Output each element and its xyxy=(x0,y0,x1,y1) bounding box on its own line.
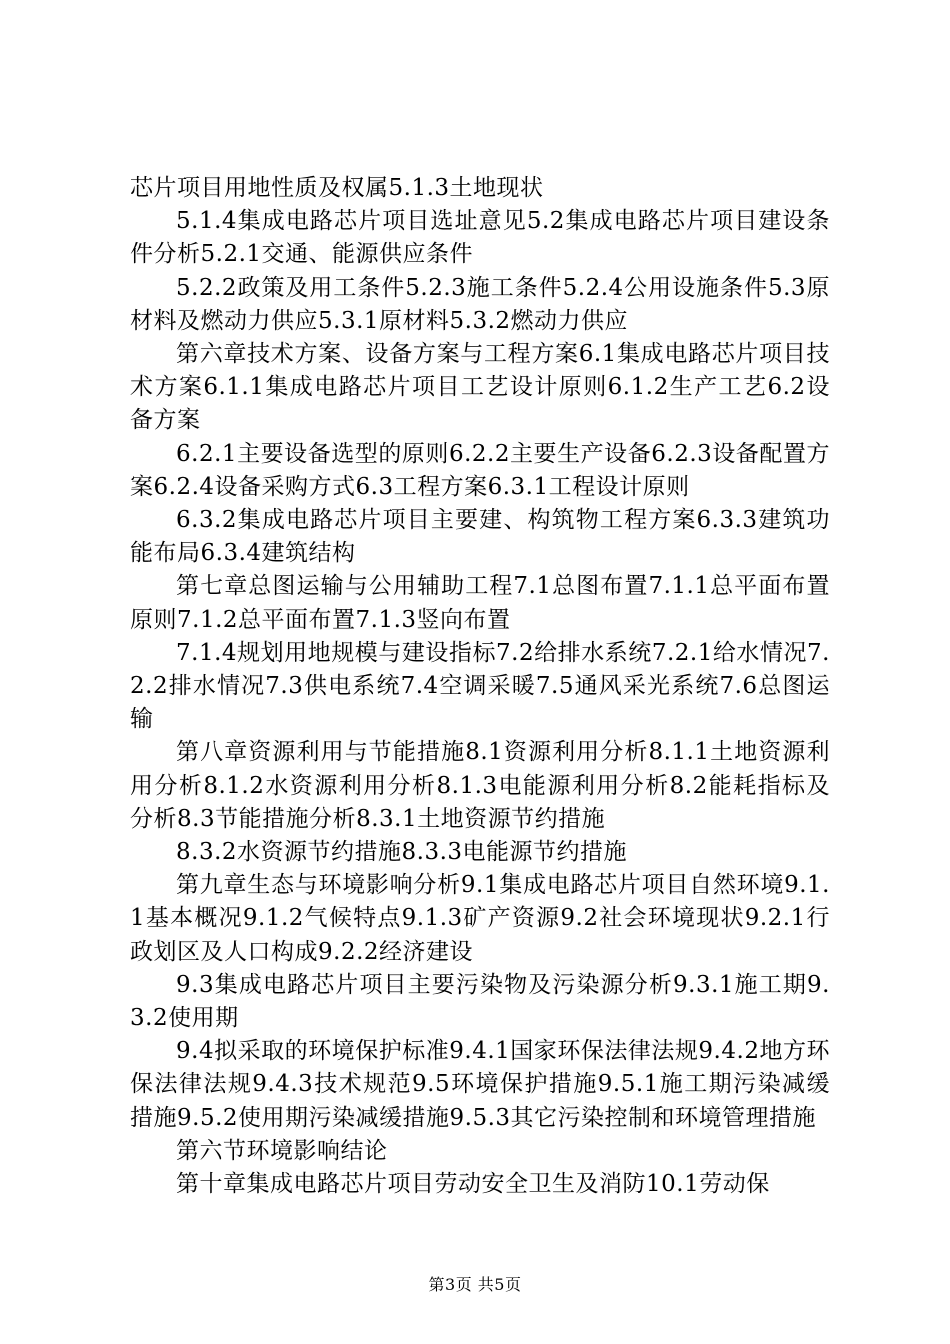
paragraph-13: 9.4拟采取的环境保护标准9.4.1国家环保法律法规9.4.2地方环保法律法规9.4.3技术规范9.5环境保护措施9.5.1施工期污染减缓措施9.5.2使用期污染减缓措施9.5.3其它污染控制和环境管理措施 xyxy=(130,1038,830,1131)
paragraph-10: 8.3.2水资源节约措施8.3.3电能源节约措施 xyxy=(176,839,628,866)
paragraph-7: 第七章总图运输与公用辅助工程7.1总图布置7.1.1总平面布置原则7.1.2总平面布置7.1.3竖向布置 xyxy=(130,573,830,633)
paragraph-5: 6.2.1主要设备选型的原则6.2.2主要生产设备6.2.3设备配置方案6.2.4设备采购方式6.3工程方案6.3.1工程设计原则 xyxy=(130,440,830,500)
paragraph-2: 5.1.4集成电路芯片项目选址意见5.2集成电路芯片项目建设条件分析5.2.1交通、能源供应条件 xyxy=(130,208,830,268)
paragraph-9: 第八章资源利用与节能措施8.1资源利用分析8.1.1土地资源利用分析8.1.2水资源利用分析8.1.3电能源利用分析8.2能耗指标及分析8.3节能措施分析8.3.1土地资源节约措施 xyxy=(130,739,830,832)
paragraph-15: 第十章集成电路芯片项目劳动安全卫生及消防10.1劳动保 xyxy=(176,1171,770,1198)
page-footer: 第3页 共5页 xyxy=(428,1275,522,1294)
paragraph-12: 9.3集成电路芯片项目主要污染物及污染源分析9.3.1施工期9.3.2使用期 xyxy=(130,971,830,1032)
paragraph-14: 第六节环境影响结论 xyxy=(176,1137,388,1164)
paragraph-8: 7.1.4规划用地规模与建设指标7.2给排水系统7.2.1给水情况7.2.2排水情况7.3供电系统7.4空调采暖7.5通风采光系统7.6总图运输 xyxy=(130,639,830,733)
paragraph-11: 第九章生态与环境影响分析9.1集成电路芯片项目自然环境9.1.1基本概况9.1.2气候特点9.1.3矿产资源9.2社会环境现状9.2.1行政划区及人口构成9.2.2经济建设 xyxy=(130,872,830,965)
paragraph-3: 5.2.2政策及用工条件5.2.3施工条件5.2.4公用设施条件5.3原材料及燃动力供应5.3.1原材料5.3.2燃动力供应 xyxy=(130,274,830,334)
paragraph-4: 第六章技术方案、设备方案与工程方案6.1集成电路芯片项目技术方案6.1.1集成电路芯片项目工艺设计原则6.1.2生产工艺6.2设备方案 xyxy=(130,341,830,434)
paragraph-1: 芯片项目用地性质及权属5.1.3土地现状 xyxy=(130,175,544,201)
document-body xyxy=(130,172,830,1201)
paragraph-6: 6.3.2集成电路芯片项目主要建、构筑物工程方案6.3.3建筑功能布局6.3.4建筑结构 xyxy=(130,507,830,567)
